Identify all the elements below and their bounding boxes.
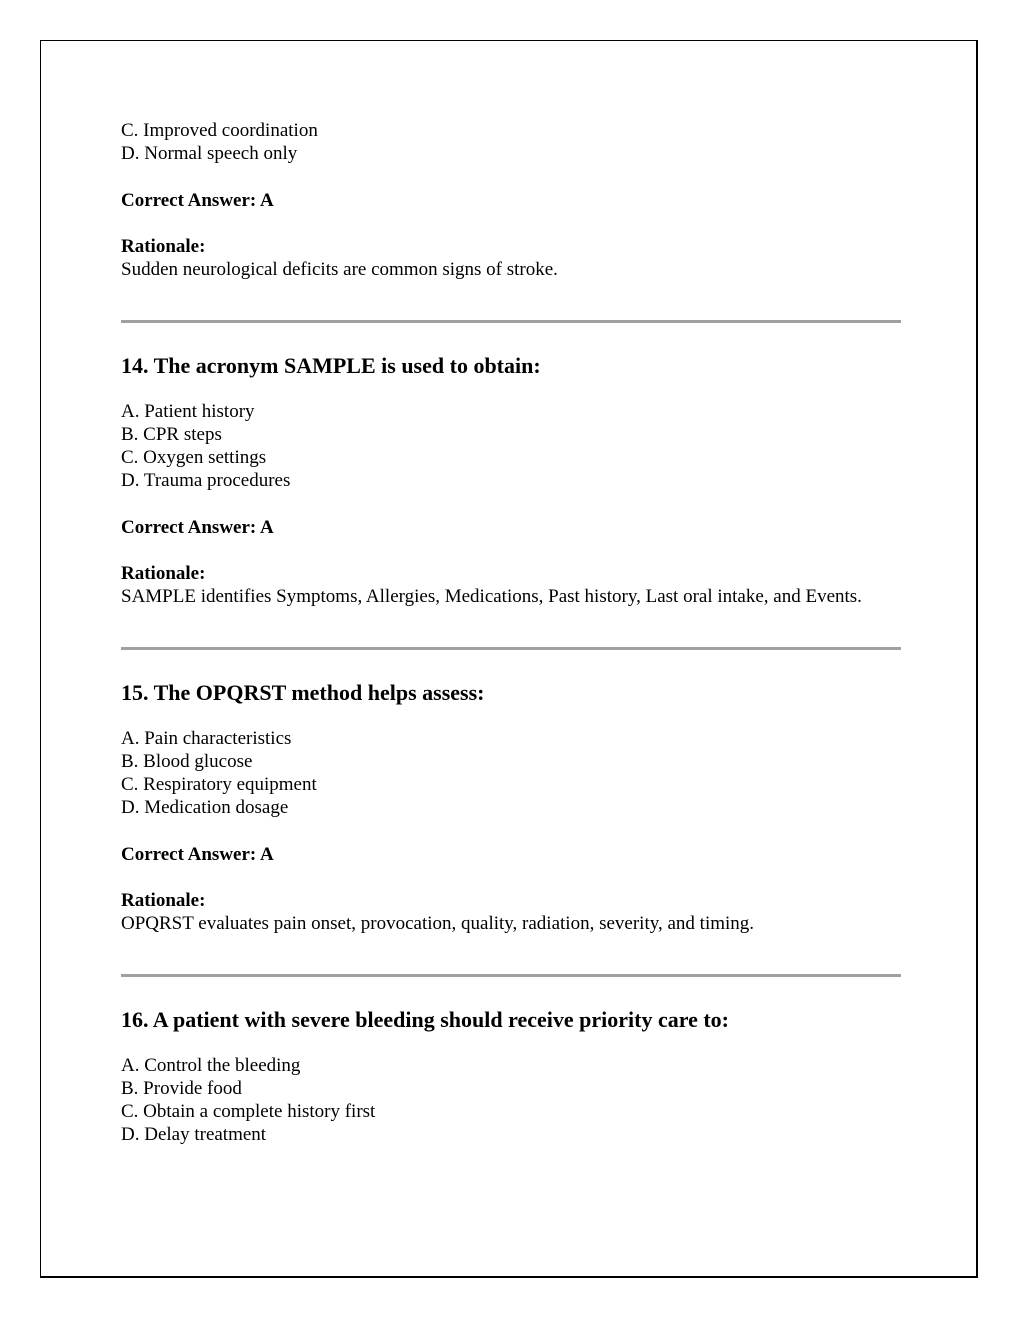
option-list [121,727,901,819]
question-title: 15. The OPQRST method helps assess: [121,680,485,705]
rationale-label: Rationale: [121,563,206,584]
rationale-text: SAMPLE identifies Symptoms, Allergies, Medications, Past history, Last oral intake, and Events. [121,586,862,607]
option-a: A. Control the bleeding [121,1055,301,1076]
rationale-label: Rationale: [121,236,206,257]
correct-answer: Correct Answer: A [121,517,274,538]
section-divider [121,647,901,650]
rationale-text: Sudden neurological deficits are common signs of stroke. [121,259,558,280]
correct-answer: Correct Answer: A [121,844,274,865]
question-15 [121,679,901,935]
option-b: B. Provide food [121,1078,242,1099]
rationale-label: Rationale: [121,890,206,911]
question-title: 16. A patient with severe bleeding should receive priority care to: [121,1007,729,1032]
option-c: C. Obtain a complete history first [121,1101,376,1122]
option-d: D. Normal speech only [121,143,298,164]
option-list [121,400,901,492]
option-b: B. CPR steps [121,424,222,445]
question-16 [121,1006,901,1146]
option-a: A. Patient history [121,401,255,422]
option-d: D. Trauma procedures [121,470,291,491]
option-c: C. Respiratory equipment [121,774,317,795]
section-divider [121,320,901,323]
option-d: D. Medication dosage [121,797,289,818]
document-content [121,119,901,1146]
option-list [121,119,901,165]
question-14 [121,352,901,608]
rationale-text: OPQRST evaluates pain onset, provocation, quality, radiation, severity, and timing. [121,913,755,934]
option-d: D. Delay treatment [121,1124,267,1145]
correct-answer: Correct Answer: A [121,190,274,211]
option-b: B. Blood glucose [121,751,253,772]
option-c: C. Improved coordination [121,120,318,141]
option-list [121,1054,901,1146]
question-title: 14. The acronym SAMPLE is used to obtain: [121,353,541,378]
option-c: C. Oxygen settings [121,447,267,468]
question-13-continued [121,119,901,281]
option-a: A. Pain characteristics [121,728,292,749]
section-divider [121,974,901,977]
